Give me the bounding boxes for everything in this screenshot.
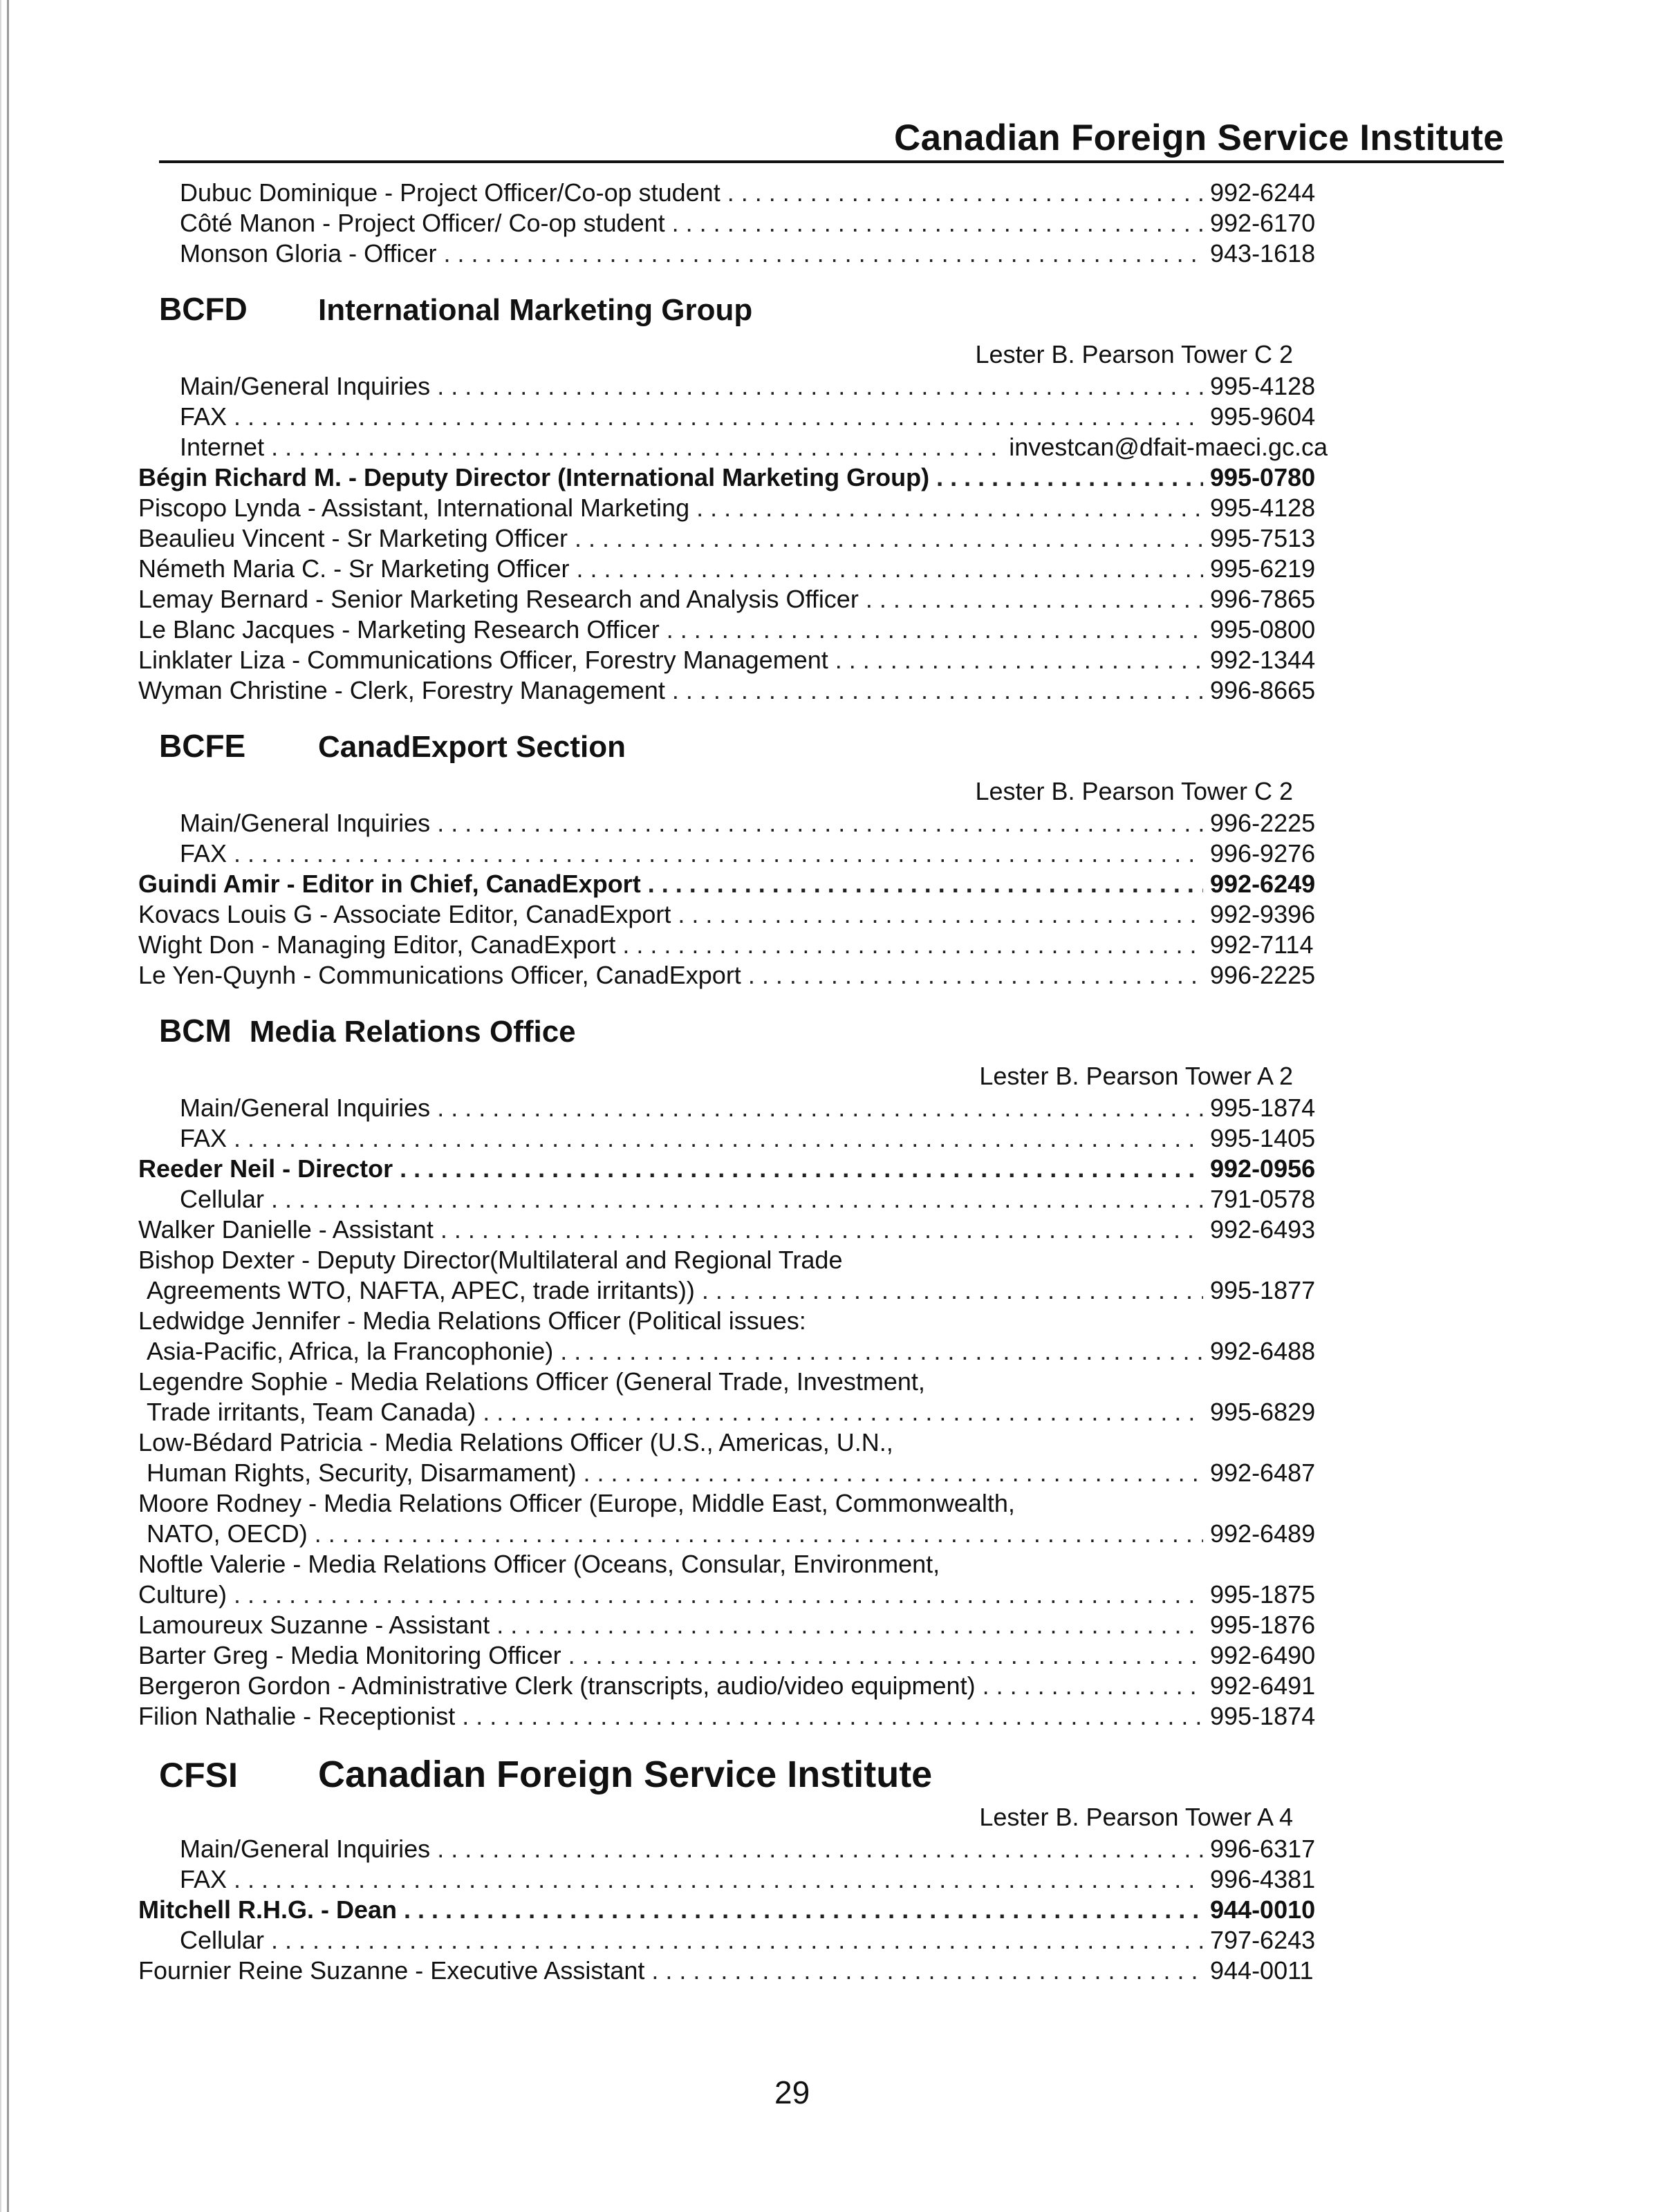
entry-phone: 996-9276: [1210, 839, 1316, 868]
directory-entry: [138, 676, 1328, 706]
directory-entry: [138, 646, 1328, 676]
entry-name: Barter Greg - Media Monitoring Officer: [138, 1641, 561, 1669]
entry-phone: 996-2225: [1210, 961, 1316, 989]
entry-phone: 996-4381: [1210, 1865, 1316, 1893]
directory-entry: [138, 1276, 1328, 1306]
entry-name: Wyman Christine - Clerk, Forestry Management: [138, 676, 665, 704]
entry-name: Guindi Amir - Editor in Chief, CanadExport: [138, 870, 641, 898]
entry-phone: 992-9396: [1210, 900, 1316, 928]
entry-name: Le Yen-Quynh - Communications Officer, CanadExport: [138, 961, 741, 989]
dot-leader: [568, 1641, 1203, 1670]
entry-phone: 995-9604: [1210, 402, 1316, 431]
section-code: BCM: [159, 1013, 232, 1049]
entry-name: Asia-Pacific, Africa, la Francophonie): [147, 1337, 554, 1365]
directory-entry: [138, 1337, 1328, 1367]
entry-name: FAX: [180, 1865, 227, 1893]
entry-phone: 992-0956: [1210, 1154, 1316, 1183]
entry-first-line: Legendre Sophie - Media Relations Officer (General Trade, Investment,: [138, 1367, 925, 1396]
directory-entry: [138, 1865, 1328, 1895]
dot-leader: [702, 1276, 1203, 1305]
section-name: Canadian Foreign Service Institute: [318, 1754, 933, 1795]
entry-name: Mitchell R.H.G. - Dean: [138, 1895, 398, 1924]
entry-phone: 992-6249: [1210, 870, 1316, 898]
entry-name: Walker Danielle - Assistant: [138, 1215, 434, 1244]
dot-leader: [234, 1865, 1203, 1894]
page-title: Canadian Foreign Service Institute: [894, 118, 1504, 158]
dot-leader: [483, 1398, 1203, 1427]
dot-leader: [727, 178, 1203, 207]
directory-entry: [138, 1926, 1328, 1956]
directory-entry: [138, 178, 1328, 209]
dot-leader: [315, 1519, 1203, 1548]
entry-phone: 995-1877: [1210, 1276, 1316, 1304]
entry-phone: 995-4128: [1210, 494, 1316, 522]
entry-phone: 995-1875: [1210, 1580, 1316, 1609]
directory-entry: [138, 433, 1328, 463]
entry-phone: 943-1618: [1210, 239, 1316, 268]
section-code: CFSI: [159, 1756, 238, 1794]
entry-phone: 992-6487: [1210, 1459, 1316, 1487]
dot-leader: [936, 463, 1203, 492]
dot-leader: [443, 239, 1203, 268]
entry-phone: 995-0780: [1210, 463, 1316, 491]
entry-first-line: Low-Bédard Patricia - Media Relations Officer (U.S., Americas, U.N.,: [138, 1428, 893, 1456]
entry-phone: 996-8665: [1210, 676, 1316, 704]
entry-phone: 995-4128: [1210, 372, 1316, 400]
entry-name: Internet: [180, 433, 265, 461]
entry-phone: 995-1876: [1210, 1611, 1316, 1639]
directory-entry: [138, 585, 1328, 615]
dot-leader: [437, 1835, 1203, 1864]
directory-entry: [138, 1835, 1328, 1865]
entry-name: Human Rights, Security, Disarmament): [147, 1459, 577, 1487]
dot-leader: [672, 209, 1203, 238]
entry-phone: 992-6489: [1210, 1519, 1316, 1548]
dot-leader: [696, 494, 1203, 523]
entry-name: Le Blanc Jacques - Marketing Research Officer: [138, 615, 660, 644]
section-heading-bcfd: [138, 290, 1328, 340]
directory-entry: [138, 1611, 1328, 1641]
dot-leader: [667, 615, 1203, 644]
directory-entry: [138, 1702, 1328, 1732]
directory-content: [138, 178, 1328, 1987]
section-name: International Marketing Group: [318, 293, 753, 327]
directory-entry: [138, 1671, 1328, 1702]
directory-entry: [138, 961, 1328, 991]
entry-name: NATO, OECD): [147, 1519, 308, 1548]
entry-name: Main/General Inquiries: [180, 1094, 431, 1122]
directory-entry: [138, 1398, 1328, 1428]
dot-leader: [440, 1215, 1203, 1244]
dot-leader: [462, 1702, 1203, 1731]
section-name: CanadExport Section: [318, 730, 626, 764]
page-header: [159, 104, 1504, 163]
entry-phone: 992-1344: [1210, 646, 1316, 674]
dot-leader: [400, 1154, 1203, 1183]
section-heading-cfsi: [138, 1753, 1328, 1803]
entry-name: Agreements WTO, NAFTA, APEC, trade irritants)): [147, 1276, 695, 1304]
section-location: Lester B. Pearson Tower A 2: [979, 1062, 1293, 1090]
dot-leader: [622, 930, 1203, 959]
directory-entry: [138, 239, 1328, 270]
entry-name: Bergeron Gordon - Administrative Clerk (transcripts, audio/video equipment): [138, 1671, 976, 1700]
entry-phone: 992-7114: [1210, 930, 1314, 959]
directory-entry: [138, 554, 1328, 585]
entry-name: Trade irritants, Team Canada): [147, 1398, 476, 1426]
dot-leader: [678, 900, 1203, 929]
scan-edge: [0, 0, 1, 2212]
entry-name: Wight Don - Managing Editor, CanadExport: [138, 930, 616, 959]
dot-leader: [271, 1926, 1203, 1955]
dot-leader: [234, 839, 1203, 868]
directory-entry: [138, 809, 1328, 839]
directory-entry: [138, 1154, 1328, 1185]
entry-phone: 944-0010: [1210, 1895, 1316, 1924]
entry-first-line: Noftle Valerie - Media Relations Officer (Oceans, Consular, Environment,: [138, 1550, 940, 1578]
dot-leader: [748, 961, 1203, 990]
entry-name: Lemay Bernard - Senior Marketing Research and Analysis Officer: [138, 585, 859, 613]
entry-phone: 995-7513: [1210, 524, 1316, 552]
directory-entry: [138, 930, 1328, 961]
dot-leader: [983, 1671, 1203, 1700]
section-heading-bcfe: [138, 727, 1328, 777]
entry-name: Main/General Inquiries: [180, 372, 431, 400]
scan-edge-line: [7, 0, 9, 2212]
entry-phone: 995-0800: [1210, 615, 1316, 644]
entry-name: Filion Nathalie - Receptionist: [138, 1702, 456, 1730]
dot-leader: [234, 1580, 1203, 1609]
directory-entry: [138, 1185, 1328, 1215]
dot-leader: [234, 1124, 1203, 1153]
entry-name: FAX: [180, 402, 227, 431]
entry-name: Reeder Neil - Director: [138, 1154, 393, 1183]
directory-entry: [138, 900, 1328, 930]
dot-leader: [437, 372, 1203, 401]
section-code: BCFD: [159, 291, 248, 327]
directory-entry: [138, 494, 1328, 524]
entry-first-line: Ledwidge Jennifer - Media Relations Officer (Political issues:: [138, 1306, 806, 1335]
dot-leader: [672, 676, 1203, 705]
entry-phone: 797-6243: [1210, 1926, 1316, 1954]
entry-phone: 992-6490: [1210, 1641, 1316, 1669]
entry-phone: 992-6491: [1210, 1671, 1316, 1700]
directory-entry: [138, 1956, 1328, 1987]
section-heading-bcm: [138, 1012, 1328, 1062]
directory-entry: [138, 870, 1328, 900]
dot-leader: [575, 524, 1203, 553]
entry-name: Main/General Inquiries: [180, 1835, 431, 1863]
dot-leader: [234, 402, 1203, 431]
entry-phone: 996-7865: [1210, 585, 1316, 613]
directory-entry: [138, 1215, 1328, 1246]
entry-phone: 996-2225: [1210, 809, 1316, 837]
dot-leader: [560, 1337, 1203, 1366]
directory-entry: [138, 1580, 1328, 1611]
directory-entry: [138, 209, 1328, 239]
entry-name: Németh Maria C. - Sr Marketing Officer: [138, 554, 570, 583]
entry-name: Dubuc Dominique - Project Officer/Co-op student: [180, 178, 720, 207]
directory-entry: [138, 463, 1328, 494]
section-code: BCFE: [159, 728, 246, 764]
section-name: Media Relations Office: [249, 1015, 576, 1049]
directory-entry: [138, 372, 1328, 402]
dot-leader: [584, 1459, 1203, 1488]
dot-leader: [866, 585, 1203, 614]
directory-entry: [138, 1459, 1328, 1489]
entry-first-line: Bishop Dexter - Deputy Director(Multilateral and Regional Trade: [138, 1246, 843, 1274]
dot-leader: [437, 809, 1203, 838]
directory-entry: [138, 615, 1328, 646]
entry-phone: 995-1874: [1210, 1094, 1316, 1122]
entry-name: Lamoureux Suzanne - Assistant: [138, 1611, 490, 1639]
entry-first-line: Moore Rodney - Media Relations Officer (Europe, Middle East, Commonwealth,: [138, 1489, 1015, 1517]
directory-entry: [138, 524, 1328, 554]
entry-name: Monson Gloria - Officer: [180, 239, 437, 268]
entry-phone: 791-0578: [1210, 1185, 1316, 1213]
directory-entry: [138, 1641, 1328, 1671]
page-number: 29: [774, 2074, 810, 2110]
entry-name: Main/General Inquiries: [180, 809, 431, 837]
entry-name: Cellular: [180, 1926, 265, 1954]
entry-phone: 995-6829: [1210, 1398, 1316, 1426]
directory-entry: [138, 1519, 1328, 1550]
entry-phone: 996-6317: [1210, 1835, 1316, 1863]
dot-leader: [651, 1956, 1203, 1985]
entry-name: FAX: [180, 839, 227, 868]
entry-phone: 995-1874: [1210, 1702, 1316, 1730]
section-location: Lester B. Pearson Tower C 2: [975, 340, 1293, 368]
dot-leader: [577, 554, 1204, 583]
dot-leader: [271, 1185, 1203, 1214]
directory-entry: [138, 402, 1328, 433]
directory-entry: [138, 839, 1328, 870]
dot-leader: [271, 433, 1002, 462]
entry-phone: 992-6493: [1210, 1215, 1316, 1244]
entry-name: Bégin Richard M. - Deputy Director (International Marketing Group): [138, 463, 930, 491]
entry-phone: 992-6170: [1210, 209, 1316, 237]
entry-name: Piscopo Lynda - Assistant, International Marketing: [138, 494, 690, 522]
section-location: Lester B. Pearson Tower A 4: [979, 1803, 1293, 1831]
entry-phone: 992-6244: [1210, 178, 1316, 207]
entry-phone: 992-6488: [1210, 1337, 1316, 1365]
entry-phone: 944-0011: [1210, 1956, 1314, 1985]
directory-entry: [138, 1124, 1328, 1154]
dot-leader: [496, 1611, 1203, 1640]
entry-name: Kovacs Louis G - Associate Editor, CanadExport: [138, 900, 671, 928]
entry-name: FAX: [180, 1124, 227, 1152]
entry-name: Cellular: [180, 1185, 265, 1213]
section-location: Lester B. Pearson Tower C 2: [975, 777, 1293, 805]
directory-entry: [138, 1895, 1328, 1926]
dot-leader: [835, 646, 1203, 675]
dot-leader: [648, 870, 1203, 899]
dot-leader: [404, 1895, 1203, 1924]
entry-email[interactable]: investcan@dfait-maeci.gc.ca: [1009, 433, 1328, 461]
entry-name: Fournier Reine Suzanne - Executive Assistant: [138, 1956, 645, 1985]
directory-entry: [138, 1094, 1328, 1124]
entry-name: Côté Manon - Project Officer/ Co-op student: [180, 209, 665, 237]
entry-name: Linklater Liza - Communications Officer, Forestry Management: [138, 646, 828, 674]
entry-phone: 995-6219: [1210, 554, 1316, 583]
entry-name: Culture): [138, 1580, 227, 1609]
entry-name: Beaulieu Vincent - Sr Marketing Officer: [138, 524, 568, 552]
dot-leader: [437, 1094, 1203, 1123]
entry-phone: 995-1405: [1210, 1124, 1316, 1152]
